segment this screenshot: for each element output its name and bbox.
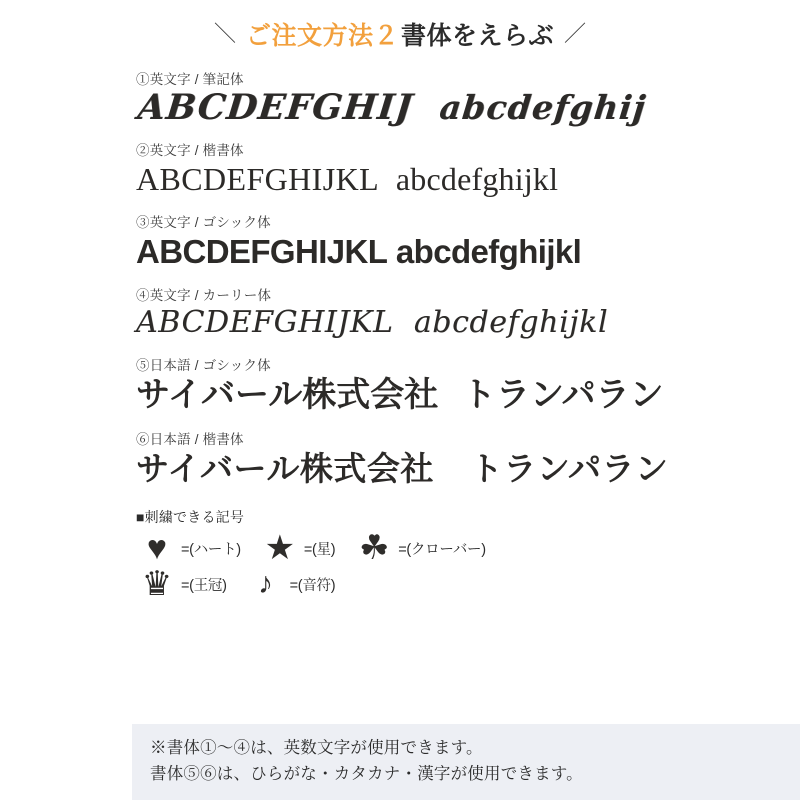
page-title-text: 書体をえらぶ — [401, 22, 555, 50]
font-sample-lower: abcdefghijkl — [395, 161, 559, 197]
font-sample-1 — [0, 68, 800, 128]
font-sample-6 — [0, 428, 800, 488]
decor-slash-right: ／ — [564, 20, 587, 46]
symbol-section — [0, 499, 800, 601]
font-sample-art — [135, 87, 800, 128]
font-sample-lower: トランパラン — [469, 449, 669, 488]
font-sample-3 — [0, 211, 800, 268]
symbol-section-title: ■刺繍できる記号 — [136, 509, 245, 525]
symbol-item — [136, 531, 241, 565]
footer-note — [132, 724, 800, 800]
footer-note-line-1: ※書体①〜④は、英数文字が使用できます。 — [150, 739, 483, 758]
page-title-step: ご注文方法２ — [245, 22, 399, 50]
font-sample-art — [136, 163, 800, 195]
symbol-item — [245, 569, 336, 599]
font-sample-art — [136, 305, 800, 340]
font-sample-label: ③英文字 / ゴシック体 — [136, 215, 271, 230]
star-icon: ★ — [264, 529, 296, 567]
footer-note-line-2: 書体⑤⑥は、ひらがな・カタカナ・漢字が使用できます。 — [150, 765, 583, 783]
symbol-item — [136, 567, 227, 601]
heart-icon: ♥ — [146, 529, 168, 567]
page-header — [0, 0, 800, 62]
symbol-label: =(王冠) — [181, 577, 227, 594]
font-sample-art — [136, 449, 800, 488]
font-sample-label: ⑥日本語 / 楷書体 — [136, 432, 244, 447]
font-sample-upper: サイバール株式会社 — [136, 449, 434, 488]
font-sample-lower: abcdefghijkl — [413, 305, 609, 340]
font-sample-upper: ABCDEFGHIJKL — [136, 305, 394, 340]
font-sample-upper: サイバール株式会社 — [136, 375, 439, 415]
font-sample-label: ②英文字 / 楷書体 — [136, 143, 244, 158]
symbol-row — [136, 531, 800, 565]
symbol-label: =(ハート) — [181, 541, 241, 558]
font-sample-lower: トランパラン — [461, 375, 664, 415]
font-sample-upper: ABCDEFGHIJKL — [136, 233, 388, 270]
font-sample-art — [136, 375, 800, 415]
symbol-item — [259, 531, 335, 565]
symbol-label: =(音符) — [289, 577, 336, 594]
decor-slash-left: ＼ — [213, 20, 236, 46]
clover-icon: ☘ — [359, 529, 390, 567]
symbol-item — [353, 531, 486, 565]
symbol-label: =(星) — [303, 541, 336, 558]
note-icon: ♪ — [258, 567, 274, 600]
crown-icon: ♛ — [141, 565, 173, 603]
font-sample-5 — [0, 354, 800, 415]
symbol-row — [136, 567, 800, 601]
symbol-label: =(クローバー) — [398, 541, 486, 558]
font-sample-list — [0, 62, 800, 488]
font-sample-lower: abcdefghij — [437, 88, 649, 127]
font-sample-art — [136, 235, 800, 268]
font-sample-label: ⑤日本語 / ゴシック体 — [136, 358, 271, 373]
font-sample-4 — [0, 284, 800, 338]
font-sample-upper: ABCDEFGHIJ — [135, 87, 416, 128]
page-title — [246, 16, 554, 52]
font-sample-label: ④英文字 / カーリー体 — [136, 288, 272, 303]
font-sample-lower: abcdefghijkl — [395, 233, 582, 270]
font-sample-label: ①英文字 / 筆記体 — [136, 72, 244, 87]
font-sample-upper: ABCDEFGHIJKL — [136, 161, 380, 197]
font-sample-2 — [0, 139, 800, 195]
